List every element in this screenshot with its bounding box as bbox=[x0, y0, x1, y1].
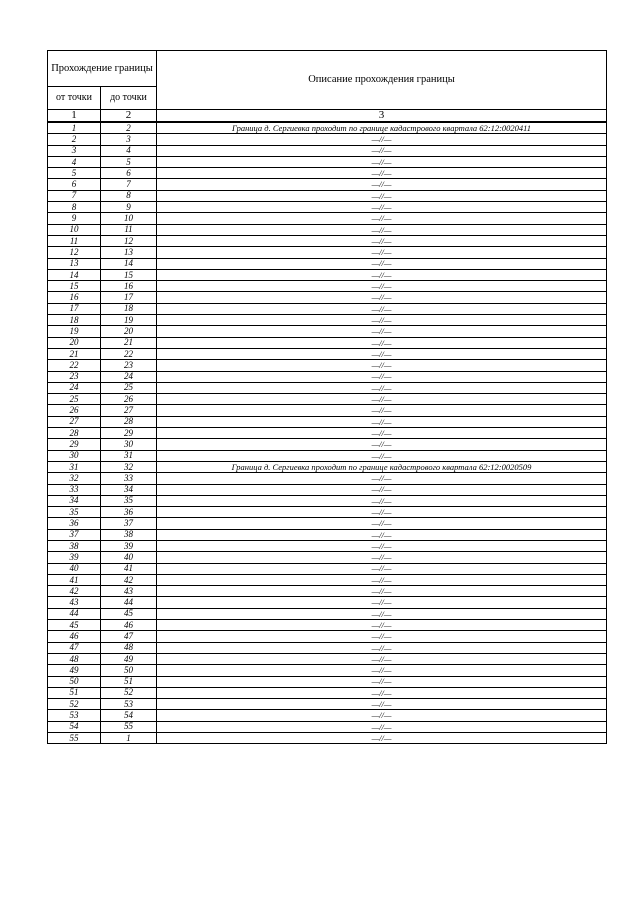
description-cell: —//— bbox=[157, 224, 607, 235]
table-row bbox=[48, 382, 607, 393]
table-row bbox=[48, 303, 607, 314]
table-row bbox=[48, 721, 607, 732]
description-cell: —//— bbox=[157, 405, 607, 416]
to-point-cell: 40 bbox=[101, 552, 157, 563]
column-number-2: 2 bbox=[101, 110, 157, 123]
to-point-cell: 43 bbox=[101, 586, 157, 597]
from-point-cell: 42 bbox=[48, 586, 101, 597]
table-row bbox=[48, 608, 607, 619]
from-point-cell: 37 bbox=[48, 529, 101, 540]
to-point-cell: 14 bbox=[101, 258, 157, 269]
from-point-cell: 1 bbox=[48, 122, 101, 134]
to-point-cell: 3 bbox=[101, 134, 157, 145]
to-point-cell: 31 bbox=[101, 450, 157, 461]
from-point-cell: 54 bbox=[48, 721, 101, 732]
table-row bbox=[48, 348, 607, 359]
from-point-cell: 52 bbox=[48, 699, 101, 710]
from-point-cell: 51 bbox=[48, 687, 101, 698]
from-point-cell: 41 bbox=[48, 574, 101, 585]
description-cell: —//— bbox=[157, 484, 607, 495]
description-cell: —//— bbox=[157, 439, 607, 450]
description-cell: —//— bbox=[157, 179, 607, 190]
from-point-cell: 9 bbox=[48, 213, 101, 224]
table-row bbox=[48, 439, 607, 450]
table-row bbox=[48, 281, 607, 292]
description-cell: —//— bbox=[157, 733, 607, 744]
description-cell: —//— bbox=[157, 303, 607, 314]
description-cell: —//— bbox=[157, 608, 607, 619]
to-point-cell: 38 bbox=[101, 529, 157, 540]
description-cell: —//— bbox=[157, 665, 607, 676]
column-number-1: 1 bbox=[48, 110, 101, 123]
from-point-cell: 27 bbox=[48, 416, 101, 427]
column-number-3: 3 bbox=[157, 110, 607, 123]
header-row-top bbox=[48, 51, 607, 87]
column-number-row bbox=[48, 110, 607, 123]
to-point-cell: 36 bbox=[101, 507, 157, 518]
from-point-cell: 55 bbox=[48, 733, 101, 744]
from-point-cell: 17 bbox=[48, 303, 101, 314]
from-point-cell: 45 bbox=[48, 620, 101, 631]
table-row bbox=[48, 597, 607, 608]
table-row bbox=[48, 145, 607, 156]
table-row bbox=[48, 653, 607, 664]
description-cell: Граница д. Сергиевка проходит по границе кадастрового квартала 62:12:0020411 bbox=[157, 122, 607, 134]
to-point-cell: 8 bbox=[101, 190, 157, 201]
description-cell: —//— bbox=[157, 518, 607, 529]
table-row bbox=[48, 495, 607, 506]
from-point-cell: 2 bbox=[48, 134, 101, 145]
description-cell: Граница д. Сергиевка проходит по границе кадастрового квартала 62:12:0020509 bbox=[157, 461, 607, 472]
from-point-cell: 19 bbox=[48, 326, 101, 337]
to-point-cell: 20 bbox=[101, 326, 157, 337]
description-cell: —//— bbox=[157, 428, 607, 439]
from-point-cell: 3 bbox=[48, 145, 101, 156]
from-point-cell: 40 bbox=[48, 563, 101, 574]
from-point-cell: 11 bbox=[48, 235, 101, 246]
table-row bbox=[48, 461, 607, 472]
to-point-cell: 48 bbox=[101, 642, 157, 653]
description-cell: —//— bbox=[157, 529, 607, 540]
table-header bbox=[48, 51, 607, 123]
table-row bbox=[48, 574, 607, 585]
table-row bbox=[48, 190, 607, 201]
to-point-cell: 7 bbox=[101, 179, 157, 190]
table-row bbox=[48, 360, 607, 371]
from-point-cell: 38 bbox=[48, 540, 101, 551]
to-point-cell: 39 bbox=[101, 540, 157, 551]
table-row bbox=[48, 416, 607, 427]
table-row bbox=[48, 134, 607, 145]
table-row bbox=[48, 473, 607, 484]
description-cell: —//— bbox=[157, 721, 607, 732]
table-row bbox=[48, 507, 607, 518]
description-cell: —//— bbox=[157, 687, 607, 698]
description-cell: —//— bbox=[157, 247, 607, 258]
description-cell: —//— bbox=[157, 156, 607, 167]
table-row bbox=[48, 394, 607, 405]
from-point-cell: 31 bbox=[48, 461, 101, 472]
to-point-cell: 26 bbox=[101, 394, 157, 405]
description-cell: —//— bbox=[157, 699, 607, 710]
to-point-cell: 22 bbox=[101, 348, 157, 359]
to-point-cell: 51 bbox=[101, 676, 157, 687]
description-cell: —//— bbox=[157, 235, 607, 246]
to-point-cell: 33 bbox=[101, 473, 157, 484]
from-point-cell: 39 bbox=[48, 552, 101, 563]
to-point-cell: 49 bbox=[101, 653, 157, 664]
table-body bbox=[48, 122, 607, 744]
description-cell: —//— bbox=[157, 258, 607, 269]
description-cell: —//— bbox=[157, 620, 607, 631]
from-point-cell: 34 bbox=[48, 495, 101, 506]
table-row bbox=[48, 529, 607, 540]
description-cell: —//— bbox=[157, 269, 607, 280]
table-row bbox=[48, 665, 607, 676]
table-row bbox=[48, 168, 607, 179]
to-point-header: до точки bbox=[101, 87, 157, 110]
to-point-cell: 2 bbox=[101, 122, 157, 134]
to-point-cell: 45 bbox=[101, 608, 157, 619]
table-row bbox=[48, 405, 607, 416]
table-row bbox=[48, 122, 607, 134]
table-row bbox=[48, 552, 607, 563]
table-row bbox=[48, 710, 607, 721]
description-cell: —//— bbox=[157, 631, 607, 642]
from-point-cell: 15 bbox=[48, 281, 101, 292]
to-point-cell: 47 bbox=[101, 631, 157, 642]
table-row bbox=[48, 563, 607, 574]
description-cell: —//— bbox=[157, 586, 607, 597]
description-cell: —//— bbox=[157, 563, 607, 574]
description-cell: —//— bbox=[157, 281, 607, 292]
description-cell: —//— bbox=[157, 315, 607, 326]
to-point-cell: 16 bbox=[101, 281, 157, 292]
to-point-cell: 29 bbox=[101, 428, 157, 439]
from-point-cell: 24 bbox=[48, 382, 101, 393]
to-point-cell: 11 bbox=[101, 224, 157, 235]
from-point-cell: 20 bbox=[48, 337, 101, 348]
from-point-cell: 4 bbox=[48, 156, 101, 167]
description-cell: —//— bbox=[157, 326, 607, 337]
description-cell: —//— bbox=[157, 597, 607, 608]
to-point-cell: 35 bbox=[101, 495, 157, 506]
description-cell: —//— bbox=[157, 653, 607, 664]
to-point-cell: 21 bbox=[101, 337, 157, 348]
from-point-cell: 16 bbox=[48, 292, 101, 303]
from-point-cell: 28 bbox=[48, 428, 101, 439]
from-point-cell: 50 bbox=[48, 676, 101, 687]
to-point-cell: 18 bbox=[101, 303, 157, 314]
description-cell: —//— bbox=[157, 168, 607, 179]
to-point-cell: 30 bbox=[101, 439, 157, 450]
table-row bbox=[48, 428, 607, 439]
description-cell: —//— bbox=[157, 382, 607, 393]
from-point-cell: 53 bbox=[48, 710, 101, 721]
to-point-cell: 34 bbox=[101, 484, 157, 495]
to-point-cell: 4 bbox=[101, 145, 157, 156]
table-row bbox=[48, 631, 607, 642]
to-point-cell: 15 bbox=[101, 269, 157, 280]
from-point-cell: 43 bbox=[48, 597, 101, 608]
to-point-cell: 5 bbox=[101, 156, 157, 167]
to-point-cell: 54 bbox=[101, 710, 157, 721]
table-row bbox=[48, 315, 607, 326]
description-cell: —//— bbox=[157, 416, 607, 427]
table-row bbox=[48, 292, 607, 303]
to-point-cell: 27 bbox=[101, 405, 157, 416]
to-point-cell: 28 bbox=[101, 416, 157, 427]
from-point-cell: 49 bbox=[48, 665, 101, 676]
to-point-cell: 12 bbox=[101, 235, 157, 246]
description-cell: —//— bbox=[157, 552, 607, 563]
table-row bbox=[48, 586, 607, 597]
table-row bbox=[48, 179, 607, 190]
description-cell: —//— bbox=[157, 360, 607, 371]
boundary-passage-header: Прохождение границы bbox=[48, 51, 157, 87]
from-point-cell: 6 bbox=[48, 179, 101, 190]
from-point-cell: 25 bbox=[48, 394, 101, 405]
to-point-cell: 10 bbox=[101, 213, 157, 224]
from-point-cell: 13 bbox=[48, 258, 101, 269]
to-point-cell: 25 bbox=[101, 382, 157, 393]
to-point-cell: 55 bbox=[101, 721, 157, 732]
to-point-cell: 13 bbox=[101, 247, 157, 258]
from-point-cell: 22 bbox=[48, 360, 101, 371]
from-point-cell: 35 bbox=[48, 507, 101, 518]
from-point-cell: 36 bbox=[48, 518, 101, 529]
table-row bbox=[48, 202, 607, 213]
to-point-cell: 42 bbox=[101, 574, 157, 585]
from-point-cell: 10 bbox=[48, 224, 101, 235]
from-point-cell: 44 bbox=[48, 608, 101, 619]
from-point-cell: 30 bbox=[48, 450, 101, 461]
table-row bbox=[48, 337, 607, 348]
table-row bbox=[48, 235, 607, 246]
table-row bbox=[48, 450, 607, 461]
description-cell: —//— bbox=[157, 190, 607, 201]
table-row bbox=[48, 213, 607, 224]
description-cell: —//— bbox=[157, 145, 607, 156]
description-cell: —//— bbox=[157, 213, 607, 224]
description-cell: —//— bbox=[157, 676, 607, 687]
description-cell: —//— bbox=[157, 710, 607, 721]
to-point-cell: 50 bbox=[101, 665, 157, 676]
table-row bbox=[48, 326, 607, 337]
to-point-cell: 19 bbox=[101, 315, 157, 326]
to-point-cell: 44 bbox=[101, 597, 157, 608]
description-cell: —//— bbox=[157, 450, 607, 461]
table-row bbox=[48, 224, 607, 235]
description-cell: —//— bbox=[157, 495, 607, 506]
from-point-cell: 46 bbox=[48, 631, 101, 642]
from-point-cell: 23 bbox=[48, 371, 101, 382]
from-point-cell: 7 bbox=[48, 190, 101, 201]
from-point-cell: 32 bbox=[48, 473, 101, 484]
to-point-cell: 9 bbox=[101, 202, 157, 213]
from-point-cell: 14 bbox=[48, 269, 101, 280]
to-point-cell: 41 bbox=[101, 563, 157, 574]
table-row bbox=[48, 371, 607, 382]
to-point-cell: 37 bbox=[101, 518, 157, 529]
to-point-cell: 52 bbox=[101, 687, 157, 698]
table-row bbox=[48, 687, 607, 698]
description-header: Описание прохождения границы bbox=[157, 51, 607, 110]
table-row bbox=[48, 642, 607, 653]
table-row bbox=[48, 733, 607, 744]
to-point-cell: 17 bbox=[101, 292, 157, 303]
from-point-header: от точки bbox=[48, 87, 101, 110]
to-point-cell: 46 bbox=[101, 620, 157, 631]
description-cell: —//— bbox=[157, 337, 607, 348]
from-point-cell: 48 bbox=[48, 653, 101, 664]
to-point-cell: 32 bbox=[101, 461, 157, 472]
from-point-cell: 18 bbox=[48, 315, 101, 326]
to-point-cell: 24 bbox=[101, 371, 157, 382]
description-cell: —//— bbox=[157, 292, 607, 303]
table-row bbox=[48, 540, 607, 551]
to-point-cell: 6 bbox=[101, 168, 157, 179]
table-row bbox=[48, 269, 607, 280]
to-point-cell: 23 bbox=[101, 360, 157, 371]
from-point-cell: 12 bbox=[48, 247, 101, 258]
description-cell: —//— bbox=[157, 540, 607, 551]
description-cell: —//— bbox=[157, 202, 607, 213]
from-point-cell: 21 bbox=[48, 348, 101, 359]
table-row bbox=[48, 247, 607, 258]
table-row bbox=[48, 156, 607, 167]
from-point-cell: 8 bbox=[48, 202, 101, 213]
description-cell: —//— bbox=[157, 507, 607, 518]
description-cell: —//— bbox=[157, 642, 607, 653]
from-point-cell: 29 bbox=[48, 439, 101, 450]
from-point-cell: 26 bbox=[48, 405, 101, 416]
table-row bbox=[48, 699, 607, 710]
description-cell: —//— bbox=[157, 134, 607, 145]
table-row bbox=[48, 258, 607, 269]
boundary-table bbox=[47, 50, 607, 744]
description-cell: —//— bbox=[157, 473, 607, 484]
description-cell: —//— bbox=[157, 348, 607, 359]
table-row bbox=[48, 676, 607, 687]
description-cell: —//— bbox=[157, 394, 607, 405]
from-point-cell: 33 bbox=[48, 484, 101, 495]
from-point-cell: 5 bbox=[48, 168, 101, 179]
table-row bbox=[48, 518, 607, 529]
description-cell: —//— bbox=[157, 371, 607, 382]
table-row bbox=[48, 620, 607, 631]
description-cell: —//— bbox=[157, 574, 607, 585]
from-point-cell: 47 bbox=[48, 642, 101, 653]
to-point-cell: 53 bbox=[101, 699, 157, 710]
table-row bbox=[48, 484, 607, 495]
to-point-cell: 1 bbox=[101, 733, 157, 744]
